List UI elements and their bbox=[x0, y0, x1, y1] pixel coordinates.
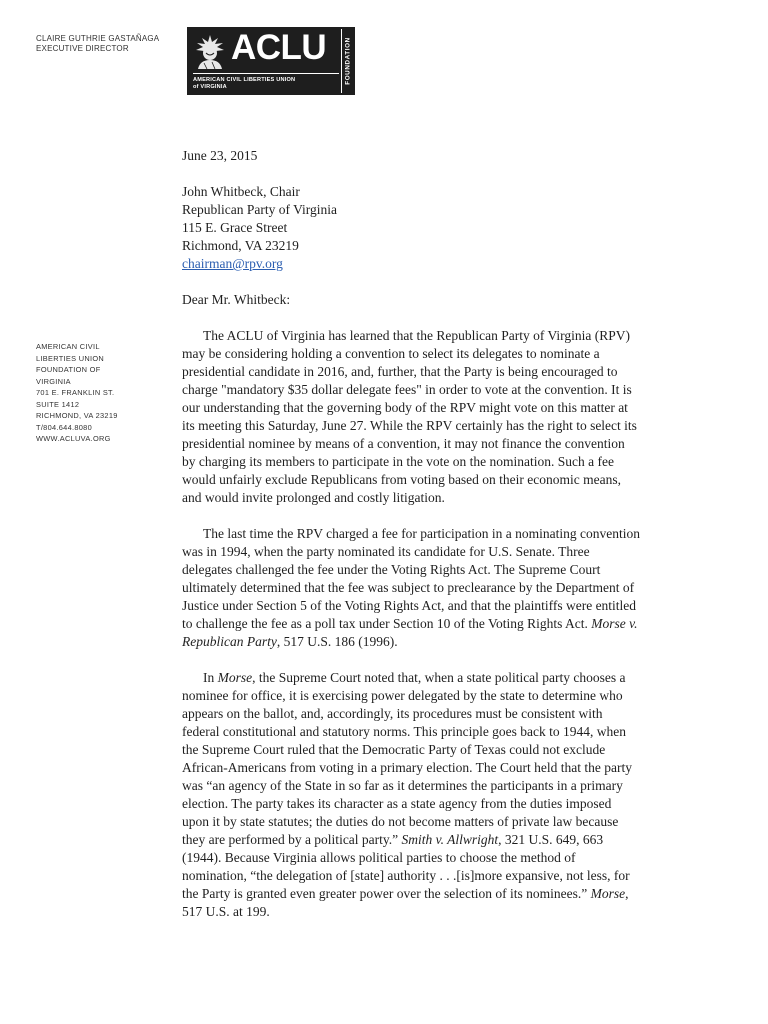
paragraph-line: 517 U.S. at 199. bbox=[182, 904, 270, 919]
letter-date: June 23, 2015 bbox=[182, 148, 258, 163]
paragraph-text: In bbox=[203, 670, 215, 685]
logo-foundation-band bbox=[341, 29, 353, 93]
paragraph-line bbox=[182, 885, 727, 903]
aclu-logo bbox=[187, 27, 355, 95]
paragraph-line: would unfairly exclude Republicans from voting based on their economic means, bbox=[182, 472, 622, 487]
sidebar-line: WWW.ACLUVA.ORG bbox=[36, 434, 111, 443]
citation-tail: , 321 U.S. 649, 663 bbox=[498, 832, 604, 847]
paragraph-line: may be considering holding a convention to select its delegates to nominate a bbox=[182, 346, 600, 361]
paragraph-line: nominee for office, it is exercising power delegated by the state to determine who bbox=[182, 688, 623, 703]
paragraph-line: was in 1994, when the party nominated its candidate for U.S. Senate. Three bbox=[182, 544, 590, 559]
paragraph-line: The last time the RPV charged a fee for participation in a nominating convention bbox=[203, 526, 641, 541]
paragraph-line: African-Americans from voting in a primary election. The Court held that the party bbox=[182, 760, 632, 775]
paragraph-line bbox=[182, 615, 727, 633]
paragraph-line: presidential candidate in 2016, and, further, that the Party is being encouraged to bbox=[182, 364, 618, 379]
executive-name: CLAIRE GUTHRIE GASTAÑAGA bbox=[36, 34, 160, 43]
recipient-city: Richmond, VA 23219 bbox=[182, 238, 299, 253]
case-citation: Morse bbox=[217, 670, 253, 685]
recipient-street: 115 E. Grace Street bbox=[182, 220, 288, 235]
paragraph-line: by charging its members to participate in the vote on the nomination. Such a fee bbox=[182, 454, 615, 469]
sidebar-line: AMERICAN CIVIL bbox=[36, 342, 100, 351]
sidebar-line: RICHMOND, VA 23219 bbox=[36, 411, 118, 420]
paragraph-line: Justice under Section 5 of the Voting Rights Act, and that the plaintiffs were entitled bbox=[182, 598, 637, 613]
sidebar-line: LIBERTIES UNION bbox=[36, 353, 105, 363]
paragraph-text: the Party is granted even greater power over the selection of its nominees.” bbox=[182, 886, 588, 901]
citation-tail: , 517 U.S. 186 (1996). bbox=[276, 634, 398, 649]
statue-of-liberty-icon bbox=[190, 29, 230, 69]
paragraph-line: nomination, “the delegation of [state] authority . . .[is]more expansive, not less, for bbox=[182, 868, 630, 883]
case-citation: Republican Party bbox=[182, 634, 277, 649]
sidebar-line: VIRGINIA bbox=[36, 376, 71, 386]
paragraph-text: , the Supreme Court noted that, when a state political party chooses a bbox=[252, 670, 626, 685]
citation-tail: , bbox=[625, 886, 629, 901]
logo-subtitle-line-1: AMERICAN CIVIL LIBERTIES UNION bbox=[193, 77, 296, 83]
logo-subtitle bbox=[193, 73, 339, 91]
paragraph-text: to challenge the fee as a poll tax under Section 10 of the Voting Rights Act. bbox=[182, 616, 588, 631]
recipient-email-link[interactable]: chairman@rpv.org bbox=[182, 256, 283, 271]
paragraph-line: (1944). Because Virginia allows political parties to choose the method of bbox=[182, 850, 576, 865]
paragraph-line: election. The party takes its character as a state agency from the duties imposed bbox=[182, 796, 612, 811]
case-citation: Morse v. bbox=[591, 616, 638, 631]
recipient-name: John Whitbeck, Chair bbox=[182, 184, 300, 199]
paragraph-line: delegates challenged the fee under the Voting Rights Act. The Supreme Court bbox=[182, 562, 601, 577]
paragraph-line: federal constitutional and statutory norms. This principle goes back to 1944, when bbox=[182, 724, 627, 739]
executive-director-block bbox=[36, 34, 159, 54]
letter-body bbox=[182, 147, 727, 939]
paragraph-line bbox=[182, 669, 727, 687]
sidebar-line: 701 E. FRANKLIN ST. bbox=[36, 388, 115, 397]
paragraph-line: upon it by state statutes; the duties do not become matters of private law because bbox=[182, 814, 619, 829]
paragraph-2 bbox=[182, 525, 727, 651]
logo-foundation-text: FOUNDATION bbox=[344, 37, 351, 85]
paragraph-text: they are performed by a political party.” bbox=[182, 832, 399, 847]
paragraph-line: ultimately determined that the fee was subject to preclearance by the Department of bbox=[182, 580, 635, 595]
paragraph-line: presidential nominee by means of a convention, it may not finance the convention bbox=[182, 436, 625, 451]
sidebar-line: FOUNDATION OF bbox=[36, 365, 101, 374]
logo-subtitle-line-2: of VIRGINIA bbox=[193, 84, 227, 90]
paragraph-3 bbox=[182, 669, 727, 921]
sidebar-line: SUITE 1412 bbox=[36, 399, 80, 409]
recipient-address bbox=[182, 183, 727, 273]
paragraph-line: our understanding that the governing body of the RPV might vote on this matter at bbox=[182, 400, 628, 415]
paragraph-line bbox=[182, 831, 727, 849]
paragraph-line bbox=[182, 633, 727, 651]
paragraph-line: and would invite prolonged and costly litigation. bbox=[182, 490, 445, 505]
paragraph-line: The ACLU of Virginia has learned that the Republican Party of Virginia (RPV) bbox=[203, 328, 631, 343]
case-citation: Morse bbox=[590, 886, 626, 901]
salutation: Dear Mr. Whitbeck: bbox=[182, 292, 291, 307]
recipient-org: Republican Party of Virginia bbox=[182, 202, 338, 217]
sidebar-address bbox=[36, 341, 118, 445]
sidebar-line: T/804.644.8080 bbox=[36, 422, 92, 432]
paragraph-1 bbox=[182, 327, 727, 507]
paragraph-line: appears on the ballot, and, accordingly, its procedures must be consistent with bbox=[182, 706, 603, 721]
paragraph-line: was “an agency of the State in so far as it determines the participants in a primary bbox=[182, 778, 623, 793]
aclu-wordmark: ACLU bbox=[231, 28, 327, 67]
paragraph-line: the Supreme Court ruled that the Democratic Party of Texas could not exclude bbox=[182, 742, 606, 757]
paragraph-line: charge "mandatory $35 dollar delegate fees" in order to vote at the convention. It is bbox=[182, 382, 632, 397]
case-citation: Smith v. Allwright bbox=[401, 832, 499, 847]
paragraph-line: its meeting this Saturday, June 27. While the RPV certainly has the right to select its bbox=[182, 418, 637, 433]
executive-title: EXECUTIVE DIRECTOR bbox=[36, 44, 129, 53]
